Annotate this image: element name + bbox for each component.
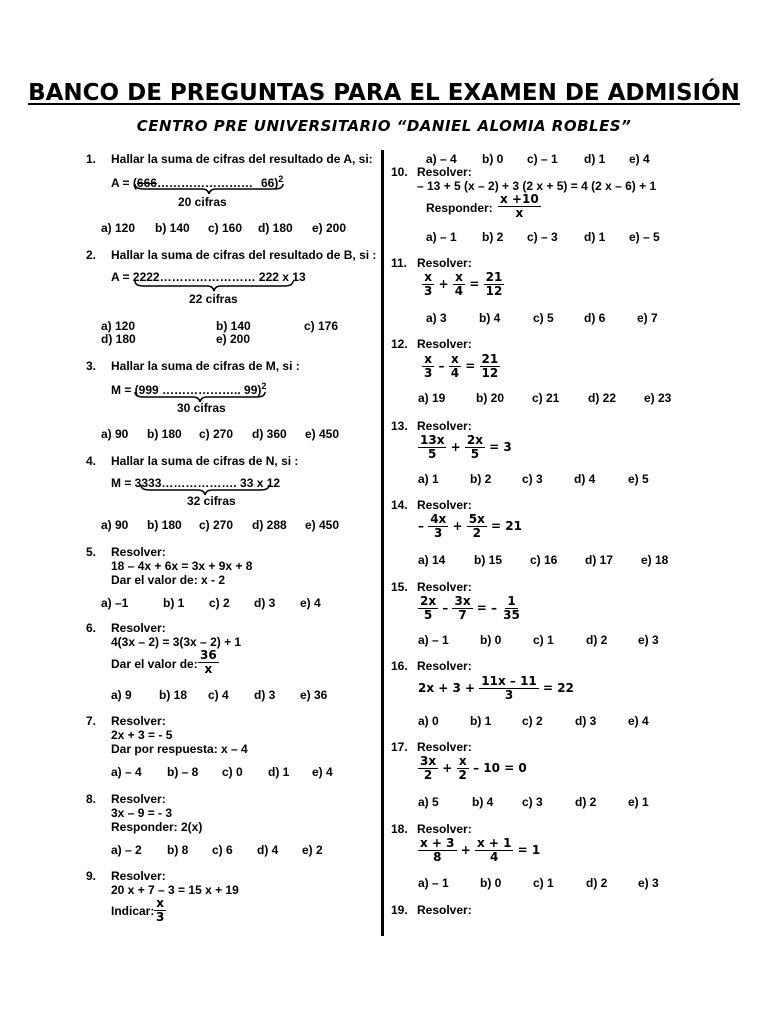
option[interactable]: c) 2 bbox=[522, 714, 543, 728]
option[interactable]: a) 120 bbox=[101, 221, 136, 235]
brace-label: 20 cifras bbox=[178, 195, 227, 209]
question-number: 17. bbox=[391, 740, 408, 754]
brace-label: 30 cifras bbox=[177, 401, 226, 415]
underbrace bbox=[134, 280, 294, 292]
equation: – $\frac{4x}{3}$ + $\frac{5x}{2}$ = 21 bbox=[418, 512, 522, 540]
question-number: 18. bbox=[391, 822, 408, 836]
option[interactable]: a) 90 bbox=[101, 518, 129, 532]
option[interactable]: d) 2 bbox=[586, 633, 608, 647]
option[interactable]: e) 450 bbox=[305, 427, 340, 441]
option[interactable]: c) 6 bbox=[212, 843, 233, 857]
question-text: Resolver: bbox=[111, 545, 166, 559]
option[interactable]: d) 180 bbox=[101, 332, 136, 346]
equation: $\frac{x}{3}$ – $\frac{x}{4}$ = $\frac{21}{12}$ bbox=[424, 352, 499, 380]
question-number: 13. bbox=[391, 419, 408, 433]
underbrace bbox=[134, 183, 284, 195]
option[interactable]: b) 140 bbox=[216, 319, 251, 333]
option[interactable]: b) 4 bbox=[472, 795, 494, 809]
option[interactable]: d) 22 bbox=[588, 391, 617, 405]
question-text: Resolver: bbox=[417, 822, 472, 836]
option[interactable]: d) 3 bbox=[575, 714, 597, 728]
option[interactable]: b) 0 bbox=[482, 152, 504, 166]
option[interactable]: e) 450 bbox=[305, 518, 340, 532]
option[interactable]: a) 14 bbox=[418, 553, 446, 567]
equation: 18 – 4x + 6x = 3x + 9x + 8 bbox=[111, 559, 253, 573]
option[interactable]: d) 1 bbox=[268, 765, 290, 779]
option[interactable]: a) 5 bbox=[418, 795, 439, 809]
question-text: Hallar la suma de cifras del resultado de B, si : bbox=[111, 248, 377, 262]
equation: 3x – 9 = - 3 bbox=[111, 806, 173, 820]
option[interactable]: b) 18 bbox=[159, 688, 188, 702]
option[interactable]: b) 140 bbox=[155, 221, 190, 235]
option[interactable]: d) 6 bbox=[584, 311, 606, 325]
question-text: Resolver: bbox=[417, 580, 472, 594]
equation: 4(3x – 2) = 3(3x – 2) + 1 bbox=[111, 635, 242, 649]
option[interactable]: b) 1 bbox=[163, 596, 185, 610]
option[interactable]: d) 1 bbox=[584, 230, 606, 244]
question-text: Resolver: bbox=[417, 419, 472, 433]
question-number: 4. bbox=[86, 454, 97, 468]
option[interactable]: a) 19 bbox=[418, 391, 446, 405]
question-instruction: Dar el valor de: x - 2 bbox=[111, 573, 226, 587]
question-instruction: Responder: 2(x) bbox=[111, 820, 203, 834]
question-number: 2. bbox=[86, 248, 97, 262]
question-text: Hallar la suma de cifras del resultado de A, si: bbox=[111, 152, 373, 166]
option[interactable]: e) 7 bbox=[637, 311, 658, 325]
question-number: 14. bbox=[391, 498, 408, 512]
question-text: Resolver: bbox=[111, 792, 166, 806]
option[interactable]: e) 4 bbox=[312, 765, 333, 779]
option[interactable]: e) 23 bbox=[644, 391, 672, 405]
option[interactable]: b) 8 bbox=[167, 843, 189, 857]
equation: 2x + 3 + $\frac{11x - 11}{3}$ = 22 bbox=[418, 674, 574, 702]
option[interactable]: c) 270 bbox=[199, 518, 234, 532]
option[interactable]: a) 3 bbox=[426, 311, 447, 325]
option[interactable]: c) 3 bbox=[522, 795, 543, 809]
option[interactable]: e) 4 bbox=[628, 714, 649, 728]
option[interactable]: a) 90 bbox=[101, 427, 129, 441]
equation: $\frac{x}{3}$ + $\frac{x}{4}$ = $\frac{21}{12}$ bbox=[424, 270, 503, 298]
option[interactable]: b) 0 bbox=[480, 633, 502, 647]
equation: $\frac{3x}{2}$ + $\frac{x}{2}$ – 10 = 0 bbox=[420, 754, 527, 782]
question-number: 3. bbox=[86, 359, 97, 373]
option[interactable]: c) 176 bbox=[304, 319, 339, 333]
option[interactable]: b) 0 bbox=[480, 876, 502, 890]
question-text: Resolver: bbox=[417, 498, 472, 512]
option[interactable]: c) 4 bbox=[208, 688, 229, 702]
option[interactable]: b) – 8 bbox=[167, 765, 199, 779]
option[interactable]: c) 1 bbox=[533, 633, 554, 647]
option[interactable]: b) 15 bbox=[474, 553, 503, 567]
option[interactable]: a) 0 bbox=[418, 714, 439, 728]
option[interactable]: c) 21 bbox=[532, 391, 560, 405]
question-text: Resolver: bbox=[417, 659, 472, 673]
fraction: $\frac{36}{x}$ bbox=[200, 648, 217, 676]
option[interactable]: a) 120 bbox=[101, 319, 136, 333]
question-instruction: Dar el valor de: bbox=[111, 657, 198, 671]
question-text: Resolver: bbox=[111, 621, 166, 635]
option[interactable]: d) 288 bbox=[252, 518, 287, 532]
question-text: Resolver: bbox=[417, 740, 472, 754]
option[interactable]: b) 1 bbox=[470, 714, 492, 728]
expression: A = (666…………………… 66)$^2$ bbox=[111, 174, 284, 190]
option[interactable]: a) – 1 bbox=[418, 633, 449, 647]
option[interactable]: e) 18 bbox=[641, 553, 669, 567]
question-number: 5. bbox=[86, 545, 97, 559]
brace-label: 22 cifras bbox=[189, 292, 238, 306]
equation: 20 x + 7 – 3 = 15 x + 19 bbox=[111, 883, 239, 897]
question-number: 1. bbox=[86, 152, 97, 166]
option[interactable]: d) 2 bbox=[575, 795, 597, 809]
option[interactable]: a) – 2 bbox=[111, 843, 142, 857]
option[interactable]: b) 180 bbox=[147, 518, 182, 532]
option[interactable]: a) 9 bbox=[111, 688, 132, 702]
question-text: Resolver: bbox=[111, 714, 166, 728]
question-number: 11. bbox=[391, 256, 408, 270]
option[interactable]: b) 4 bbox=[479, 311, 501, 325]
option[interactable]: c) – 1 bbox=[527, 152, 558, 166]
option[interactable]: e) 3 bbox=[638, 876, 659, 890]
equation: $\frac{2x}{5}$ – $\frac{3x}{7}$ = – $\frac{1}{35}$ bbox=[420, 594, 520, 622]
option[interactable]: b) 2 bbox=[482, 230, 504, 244]
option[interactable]: c) 160 bbox=[208, 221, 243, 235]
equation: 2x + 3 = - 5 bbox=[111, 728, 173, 742]
option[interactable]: c) – 3 bbox=[527, 230, 558, 244]
option[interactable]: d) 360 bbox=[252, 427, 287, 441]
option[interactable]: e) 1 bbox=[628, 795, 649, 809]
expression: A = 2222…………………… 222 x 13 bbox=[111, 270, 306, 284]
option[interactable]: d) 2 bbox=[586, 876, 608, 890]
option[interactable]: c) 270 bbox=[199, 427, 234, 441]
option[interactable]: e) 5 bbox=[628, 472, 649, 486]
option[interactable]: d) 4 bbox=[574, 472, 596, 486]
option[interactable]: a) –1 bbox=[101, 596, 129, 610]
option[interactable]: b) 20 bbox=[476, 391, 505, 405]
expression: M = (999 ……………….. 99)$^2$ bbox=[111, 381, 267, 397]
question-number: 15. bbox=[391, 580, 408, 594]
option[interactable]: e) 4 bbox=[629, 152, 650, 166]
question-number: 9. bbox=[86, 869, 97, 883]
option[interactable]: e) 2 bbox=[302, 843, 323, 857]
option[interactable]: c) 3 bbox=[522, 472, 543, 486]
question-number: 16. bbox=[391, 659, 408, 673]
question-text: Resolver: bbox=[417, 903, 472, 917]
question-number: 7. bbox=[86, 714, 97, 728]
option[interactable]: e) 200 bbox=[216, 332, 251, 346]
page-subtitle: CENTRO PRE UNIVERSITARIO “DANIEL ALOMIA ROBLES” bbox=[136, 117, 632, 135]
option[interactable]: a) – 1 bbox=[418, 876, 449, 890]
option[interactable]: d) 3 bbox=[254, 596, 276, 610]
option[interactable]: c) 0 bbox=[222, 765, 243, 779]
option[interactable]: a) – 4 bbox=[426, 152, 457, 166]
option[interactable]: d) 3 bbox=[254, 688, 276, 702]
option[interactable]: d) 1 bbox=[584, 152, 606, 166]
option[interactable]: e) – 5 bbox=[629, 230, 660, 244]
question-text: Resolver: bbox=[417, 165, 472, 179]
option[interactable]: e) 3 bbox=[638, 633, 659, 647]
option[interactable]: c) 2 bbox=[209, 596, 230, 610]
equation: – 13 + 5 (x – 2) + 3 (2 x + 5) = 4 (2 x – 6) + 1 bbox=[417, 179, 657, 193]
expression: M = 3333………………. 33 x 12 bbox=[111, 476, 281, 490]
question-number: 8. bbox=[86, 792, 97, 806]
page-title: BANCO DE PREGUNTAS PARA EL EXAMEN DE ADMISIÓN bbox=[28, 80, 740, 106]
question-instruction: Responder: bbox=[426, 201, 493, 215]
question-instruction: Dar por respuesta: x – 4 bbox=[111, 742, 248, 756]
option[interactable]: c) 1 bbox=[533, 876, 554, 890]
fraction: $\frac{x +10}{x}$ bbox=[500, 192, 539, 220]
fraction: $\frac{x}{3}$ bbox=[156, 896, 165, 924]
option[interactable]: d) 180 bbox=[258, 221, 293, 235]
option[interactable]: c) 5 bbox=[533, 311, 554, 325]
option[interactable]: c) 16 bbox=[530, 553, 558, 567]
option[interactable]: e) 200 bbox=[312, 221, 347, 235]
equation: $\frac{x + 3}{8}$ + $\frac{x + 1}{4}$ = 1 bbox=[420, 836, 541, 864]
option[interactable]: d) 4 bbox=[257, 843, 279, 857]
question-text: Resolver: bbox=[417, 256, 472, 270]
column-divider bbox=[381, 150, 384, 936]
option[interactable]: b) 180 bbox=[147, 427, 182, 441]
question-instruction: Indicar: bbox=[111, 904, 155, 918]
question-text: Hallar la suma de cifras de M, si : bbox=[111, 359, 300, 373]
option[interactable]: b) 2 bbox=[470, 472, 492, 486]
question-number: 19. bbox=[391, 903, 408, 917]
option[interactable]: e) 36 bbox=[300, 688, 328, 702]
option[interactable]: d) 17 bbox=[585, 553, 614, 567]
question-text: Resolver: bbox=[417, 337, 472, 351]
question-number: 6. bbox=[86, 621, 97, 635]
question-number: 10. bbox=[391, 165, 408, 179]
brace-label: 32 cifras bbox=[187, 494, 236, 508]
question-text: Resolver: bbox=[111, 869, 166, 883]
option[interactable]: a) 1 bbox=[418, 472, 439, 486]
equation: $\frac{13x}{5}$ + $\frac{2x}{5}$ = 3 bbox=[420, 433, 512, 461]
option[interactable]: e) 4 bbox=[300, 596, 321, 610]
option[interactable]: a) – 1 bbox=[426, 230, 457, 244]
option[interactable]: a) – 4 bbox=[111, 765, 142, 779]
question-text: Hallar la suma de cifras de N, si : bbox=[111, 454, 299, 468]
question-number: 12. bbox=[391, 337, 408, 351]
